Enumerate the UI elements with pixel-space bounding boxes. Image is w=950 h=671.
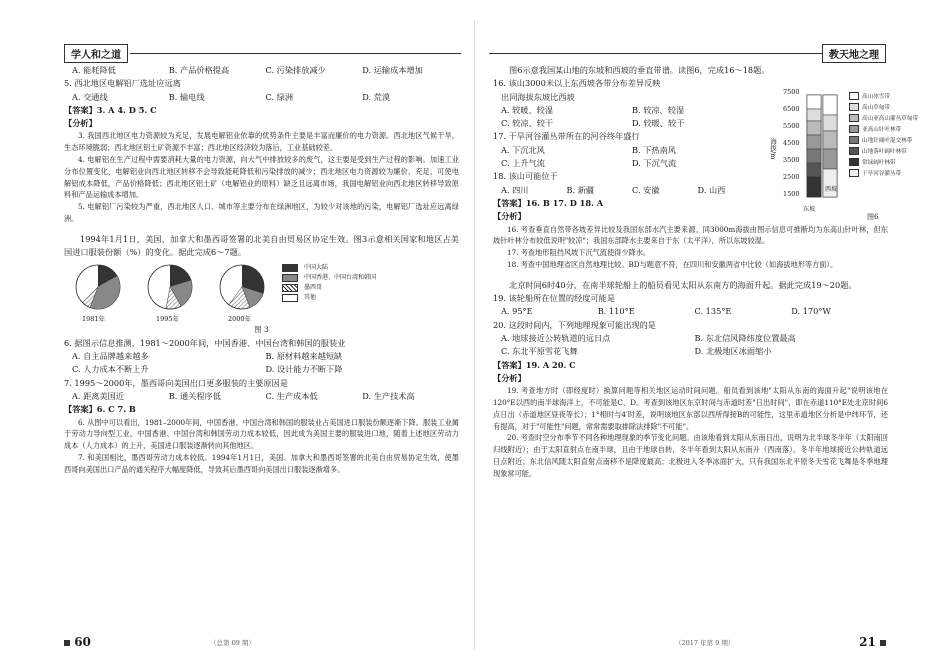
q4-option-a: A. 能耗降低 xyxy=(72,65,116,75)
right-header-rule xyxy=(489,53,822,54)
fig6-legend-label-6: 常绿阔叶林带 xyxy=(862,160,896,166)
fig6-east-slope-label: 东坡 xyxy=(803,206,816,213)
fig6-tick-1500: 1500 xyxy=(783,190,800,198)
q16-stem-a: 16. 该山3000米以上东西坡各带分布差异反映 xyxy=(493,78,661,89)
q4-option-d: D. 运输成本增加 xyxy=(362,65,423,75)
q19-option-c: C. 135°E xyxy=(694,306,732,317)
q7-option-a: A. 距离美国近 xyxy=(72,390,125,401)
left-page-number-text: 60 xyxy=(74,635,91,649)
q18-option-d: D. 山西 xyxy=(697,184,726,195)
year-1981: 1981年 xyxy=(82,315,106,324)
analysis-label-right: 【分析】 xyxy=(493,211,526,222)
q19-option-d: D. 170°W xyxy=(791,306,831,317)
q19-option-b: B. 110°E xyxy=(597,306,635,317)
q18-option-b: B. 新疆 xyxy=(566,184,595,195)
q16-option-d: D. 较暖、较干 xyxy=(632,118,685,129)
q6-option-c: C. 人力成本不断上升 xyxy=(72,364,149,375)
fig6-tick-5500: 5500 xyxy=(783,122,800,130)
q16-option-b: B. 较凉、较湿 xyxy=(632,104,685,115)
q20-option-d: D. 北极地区冰面缩小 xyxy=(694,346,772,357)
fig6-legend-label-0: 高山冰雪带 xyxy=(862,94,890,100)
q17-options-row2 xyxy=(493,157,763,170)
q17-stem: 17. 干旱河谷灌丛带所在的河谷终年盛行 xyxy=(493,131,640,142)
q18-option-a: A. 四川 xyxy=(501,184,529,195)
fig6-caption: 图6 xyxy=(867,213,879,221)
right-page xyxy=(475,0,950,671)
analysis-17: 17. 考查地形阻挡风坡下沉气流使得少降水。 xyxy=(507,248,651,258)
analysis-4: 4. 电解铝在生产过程中需要消耗大量的电力资源，向大气中排放较多的废气，这主要是受到生产过程的影响。加速工业分布位置变化，电解铝业向西北地区转移不会导致能耗降低和污染排放的减少；西北地区电力资源较为廉价、充足，可使电解铝成本降低，产品价格降低；西北地区铝土矿（电解铝业的原料）缺乏且远离市场，我国电解铝业向西北地区转移导致原料和产品运输成本增加。 xyxy=(64,155,459,200)
intro-16-18: 图6示意我国某山地的东坡和西坡的垂直带谱。读图6，完成16～18题。 xyxy=(509,65,770,75)
q6-options-row2 xyxy=(64,363,459,376)
q18-stem: 18. 该山可能位于 xyxy=(493,171,558,182)
analysis-6: 6. 从图中可以看出，1981–2000年间，中国香港、中国台湾和韩国的服装业占美国进口服装份额逐渐下降。服装工业属于劳动力导向型工业，中国香港、中国台湾和韩国劳动力成本较低，因此成为美国主要的服装进口地，随着上述地区劳动力成本（人力成本）的上升，美国进口服装逐渐转向其他地区。 xyxy=(64,417,459,451)
q16-options-row1 xyxy=(493,104,763,117)
right-header-tag: 教天地之理 xyxy=(822,44,886,63)
q7-option-b: B. 通关程序低 xyxy=(168,390,221,401)
page-number-marker xyxy=(64,640,70,646)
q6-option-a: A. 自主品牌越来越多 xyxy=(72,351,149,362)
page-number-marker-right xyxy=(880,640,886,646)
fig6-legend-6 xyxy=(849,158,896,166)
q7-options xyxy=(64,390,459,403)
q20-options-row2 xyxy=(493,345,888,358)
fig6-tick-2500: 2500 xyxy=(783,173,800,181)
fig6-west-slope-label: 西坡 xyxy=(825,186,838,193)
q16-stem-b: 出同海拔东坡比西坡 xyxy=(501,91,575,102)
fig6-legend-3 xyxy=(849,125,901,133)
q5-option-c: C. 绿洲 xyxy=(265,91,294,102)
q20-option-c: C. 东北平原雪花飞舞 xyxy=(501,346,578,357)
q20-option-b: B. 东北信风降纬度位置最高 xyxy=(694,332,796,343)
answer-6-7: 【答案】6. C 7. B xyxy=(64,404,136,415)
q18-options xyxy=(493,184,763,197)
analysis-16: 16. 考查垂直自然带各坡差异比较及我国东部水汽主要来源。同3000m海拔由图示信息可推断均为东高山针叶林，但东坡针叶林分布较低说明"较凉"；我国东部降水主要来自于东（太平洋），所以东坡较湿。 xyxy=(493,224,888,246)
q20-options-row1 xyxy=(493,332,888,345)
fig6-legend-5 xyxy=(849,147,907,155)
legend-mexico: 墨西哥 xyxy=(304,284,323,292)
q17-option-d: D. 下沉气流 xyxy=(632,158,677,169)
q19-options xyxy=(493,305,888,318)
year-2000: 2000年 xyxy=(228,315,252,324)
q20-option-a: A. 地球接近公转轨道的远日点 xyxy=(501,332,611,343)
q16-option-a: A. 较暖、较湿 xyxy=(501,104,554,115)
q5-option-d: D. 荒漠 xyxy=(362,91,391,102)
q7-stem: 7. 1995～2000年，墨西哥向美国出口更多服装的主要原因是 xyxy=(64,377,289,388)
answer-16-18: 【答案】16. B 17. D 18. A xyxy=(493,197,604,208)
fig6-legend-label-4: 山地针阔叶混交林带 xyxy=(862,138,913,144)
left-header-rule xyxy=(130,53,461,54)
q18-option-c: C. 安徽 xyxy=(632,184,660,195)
fig6-tick-3500: 3500 xyxy=(783,156,800,164)
answer-3-5: 【答案】3. A 4. D 5. C xyxy=(64,104,157,115)
year-1995: 1995年 xyxy=(156,315,180,324)
analysis-5: 5. 电解铝厂污染较为严重，西北地区人口、城市等主要分布在绿洲地区，为较少对该地的污染，电解铝厂选址应远离绿洲。 xyxy=(64,202,459,224)
fig6-tick-7500: 7500 xyxy=(783,88,800,96)
q19-option-a: A. 95°E xyxy=(501,306,533,317)
pie-chart-2000 xyxy=(218,263,266,311)
pie-chart-1981 xyxy=(74,263,122,311)
figure-3 xyxy=(64,263,459,324)
analysis-7: 7. 和美国相比，墨西哥劳动力成本较低。1994年1月1日，美国、加拿大和墨西哥签署的北美自由贸易协定生效，使墨西哥向美国出口产品的通关程序大幅度降低，导致其后墨西哥向美国出口服装逐渐增多。 xyxy=(64,452,459,474)
q6-stem: 6. 据图示信息推测，1981～2000年间，中国香港、中国台湾和韩国的服装业 xyxy=(64,337,346,348)
fig6-legend-label-7: 干旱河谷灌丛带 xyxy=(862,171,902,177)
analysis-label-left: 【分析】 xyxy=(64,118,97,129)
fig6-tick-6500: 6500 xyxy=(783,105,800,113)
q7-option-d: D. 生产技术高 xyxy=(362,390,415,401)
q5-option-b: B. 输电线 xyxy=(168,91,205,102)
left-content xyxy=(64,64,459,476)
fig6-legend-0 xyxy=(849,92,890,100)
q5-stem: 5. 西北地区电解铝厂选址应远离 xyxy=(64,78,181,89)
q16-option-c: C. 较凉、较干 xyxy=(501,118,554,129)
figure-3-legend xyxy=(282,263,376,303)
q5-options xyxy=(64,91,459,104)
q16-block xyxy=(493,77,763,223)
q16-options-row2 xyxy=(493,117,763,130)
analysis-label-right-2: 【分析】 xyxy=(493,372,526,383)
fig6-legend-label-5: 山地落叶阔叶林带 xyxy=(862,149,907,155)
legend-mainland: 中国大陆 xyxy=(304,264,329,272)
q4-option-b: B. 产品价格提高 xyxy=(168,65,230,75)
fig6-tick-4500: 4500 xyxy=(783,139,800,147)
intro-6-7: 1994年1月1日，美国、加拿大和墨西哥签署的北美自由贸易区协定生效。图3示意相关国家和地区占美国进口服装份额（%）的变化。据此完成6～7题。 xyxy=(64,233,459,258)
left-header-tag: 学人和之道 xyxy=(64,44,128,63)
q17-options-row1 xyxy=(493,144,763,157)
intro-19-20: 北京时间6时40分，在南半球轮船上的船员看见太阳从东南方的海面升起。据此完成19～20题。 xyxy=(509,279,857,290)
figure-6 xyxy=(769,88,929,230)
q6-option-d: D. 设计能力不断下降 xyxy=(265,364,343,375)
q7-option-c: C. 生产成本低 xyxy=(265,390,318,401)
left-footer: （总第 09 期） xyxy=(210,639,255,647)
pie-chart-1995 xyxy=(146,263,194,311)
right-page-number xyxy=(859,635,886,649)
fig6-legend-label-3: 亚高山针叶林带 xyxy=(862,127,902,133)
q19-stem: 19. 该轮船所在位置的经度可能是 xyxy=(493,293,616,304)
legend-other: 其他 xyxy=(304,294,317,302)
answer-19-20: 【答案】19. A 20. C xyxy=(493,359,576,370)
q6-option-b: B. 原材料越来越短缺 xyxy=(265,351,343,362)
figure-3-caption: 图 3 xyxy=(254,325,269,335)
fig6-legend-2 xyxy=(849,114,918,122)
analysis-3: 3. 我国西北地区电力资源较为充足，发展电解铝业依靠的优势条件主要是丰富而廉价的电力资源。西北地区气候干旱，生态环境脆弱；西北地区铝土矿资源不丰富；西北地区经济较为落后，工业基础较差。 xyxy=(64,131,459,153)
q6-options-row1 xyxy=(64,350,459,363)
right-footer: （2017 年第 9 期） xyxy=(675,639,735,647)
q4-options xyxy=(64,64,459,77)
fig6-legend-label-2: 高山亚高山灌丛草甸带 xyxy=(862,116,918,122)
q20-stem: 20. 这段时间内，下列地理现象可能出现的是 xyxy=(493,319,656,330)
analysis-20: 20. 考查时空分布季节不同各种地理现象的季节变化问题。由该地看到太阳从东南日出，说明为北半球冬半年（太阳南回归线附近）；由于太阳直射点在南半球，且由于地球自转，冬半年看到太阳从东南升（西南落）。冬半年地球接近公转轨道远日点附近；东北信风随太阳直射点南移不是降度最高；北极进入冬季冰面扩大，只有我国东北平原冬天雪花飞舞是冬季地理现象常可能。 xyxy=(493,433,888,478)
q17-option-a: A. 下沉北风 xyxy=(501,144,545,155)
fig6-legend-7 xyxy=(849,169,901,177)
analysis-18: 18. 考查中国地理省区自然地理比较。BD与题意不符，在四川和安徽两省中比较（如海拔地形等方面）。 xyxy=(507,259,838,269)
fig6-legend-1 xyxy=(849,103,890,111)
fig6-legend-4 xyxy=(849,136,912,144)
legend-hk-tw-kr: 中国香港、中国台湾和韩国 xyxy=(304,274,377,282)
q17-option-b: B. 下热南风 xyxy=(632,144,676,155)
fig6-y-axis-label: 海拔/m xyxy=(769,138,777,160)
fig6-legend-label-1: 高山草甸带 xyxy=(862,105,890,111)
q17-option-c: C. 上升气流 xyxy=(501,158,545,169)
right-page-number-text: 21 xyxy=(859,635,876,649)
left-page-number xyxy=(64,635,91,649)
q4-option-c: C. 污染排放减少 xyxy=(265,65,326,75)
q5-option-a: A. 交通线 xyxy=(72,91,108,102)
analysis-19: 19. 考查地方时（即经度时）换算问题等相关地区运动时间问题。船员看到该地"太阳从东南的海面升起"说明该地在120°E以西的南半球海洋上，不可能是C、D。考查到该地区东京时间与赤道时差"日出时间"，即在赤道110°E处北京时间6点日出（赤道地区昼夜等长）；1°相时与4′时差，说明该地区东部以西所得接B的可能性，这里赤道地区分析是中纬环节，还有提高，对于"可能性"问题，常常需要取排除法排除"不可能"。 xyxy=(493,386,888,431)
